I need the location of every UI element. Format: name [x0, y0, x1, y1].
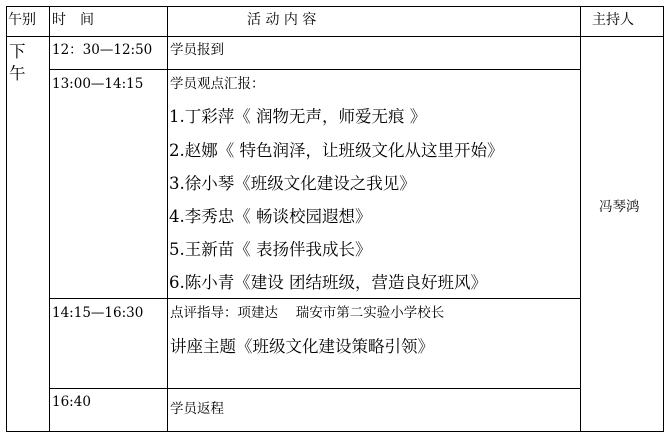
- report-item: 1.丁彩萍《 润物无声，师爱无痕 》: [169, 107, 427, 126]
- row-time: 14:15—16:30: [52, 305, 144, 321]
- period-char: 午: [9, 64, 26, 83]
- report-item: 5.王新苗《 表扬伴我成长》: [169, 240, 372, 259]
- period-char: 下: [9, 42, 26, 61]
- row-content-line: 学员观点汇报：: [170, 76, 265, 92]
- header-time: 时 间: [52, 12, 94, 28]
- row-divider: [49, 69, 580, 70]
- report-item: 6.陈小青《建设 团结班级，营造良好班风》: [169, 273, 487, 292]
- host-name: 冯琴鸿: [599, 199, 640, 215]
- row-divider: [49, 388, 580, 389]
- header-period: 午别: [8, 12, 36, 28]
- lecture-topic: 讲座主题《班级文化建设策略引领》: [170, 337, 434, 356]
- table-border-left: [6, 6, 7, 432]
- report-item: 2.赵娜《 特色润泽，让班级文化从这里开始》: [169, 141, 504, 160]
- header-divider: [6, 36, 664, 37]
- table-border-bottom: [6, 431, 664, 432]
- column-divider: [580, 6, 581, 432]
- table-border-top: [6, 6, 664, 7]
- column-divider: [49, 6, 50, 432]
- header-content: 活 动 内 容: [247, 12, 317, 28]
- row-time: 13:00—14:15: [52, 76, 144, 92]
- row-divider: [49, 298, 580, 299]
- header-host: 主持人: [592, 12, 634, 28]
- row-content-line: 学员返程: [170, 401, 224, 417]
- row-content-line: 学员报到: [170, 42, 224, 58]
- row-time: 16:40: [52, 394, 91, 410]
- row-time: 12：30—12:50: [52, 42, 153, 58]
- row-content-line: 点评指导：项建达 瑞安市第二实验小学校长: [170, 305, 445, 321]
- report-item: 3.徐小琴《班级文化建设之我见》: [169, 174, 416, 193]
- table-border-right: [663, 6, 664, 432]
- report-item: 4.李秀忠《 畅谈校园遐想》: [169, 207, 372, 226]
- column-divider: [167, 6, 168, 432]
